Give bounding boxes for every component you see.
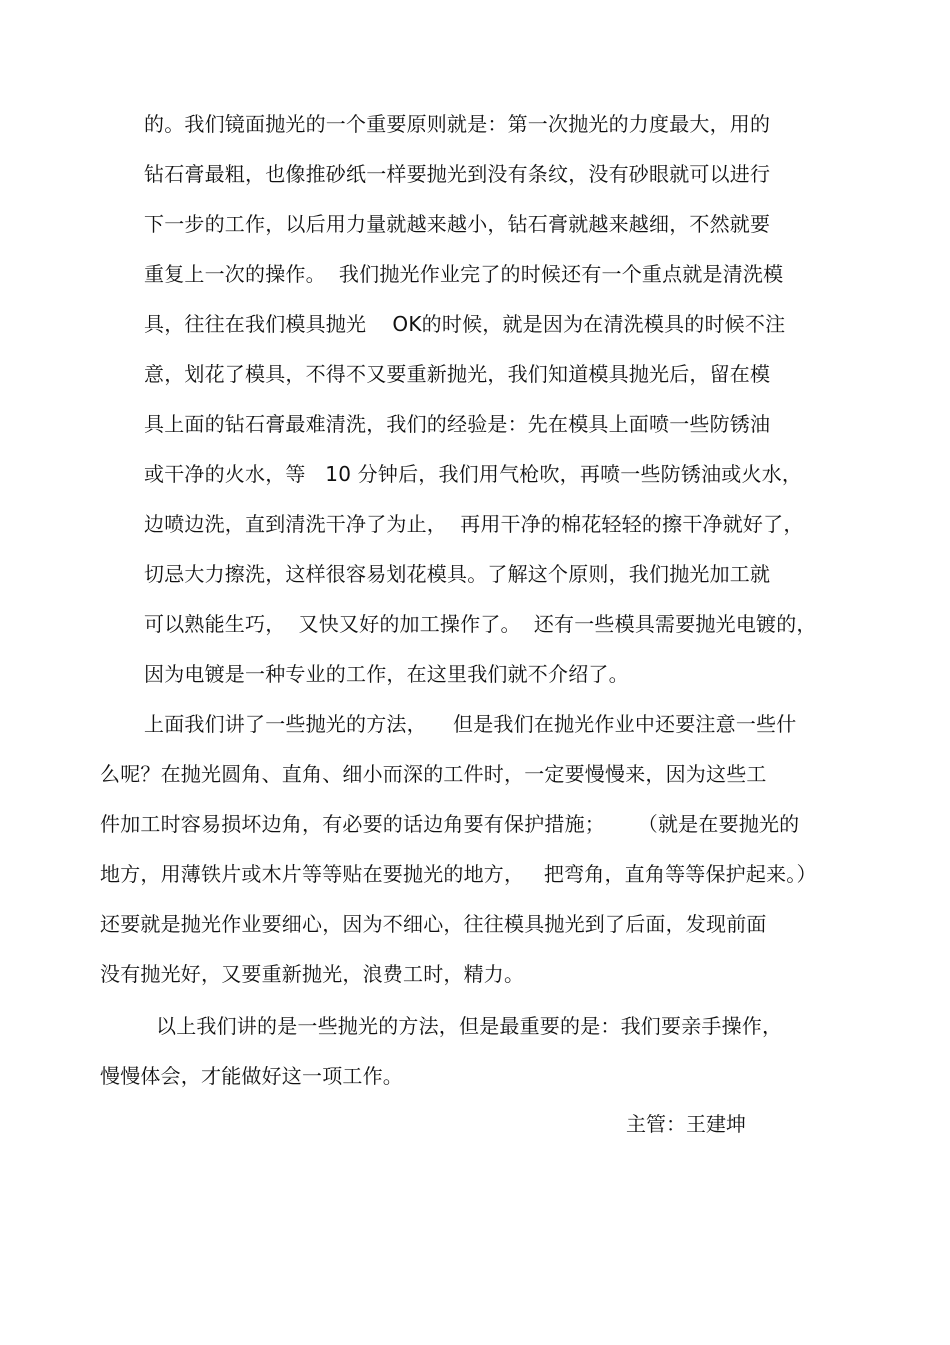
text-line: 上面我们讲了一些抛光的方法， 但是我们在抛光作业中还要注意一些什 [144, 712, 797, 736]
text-line: 么呢？在抛光圆角、直角、细小而深的工件时，一定要慢慢来，因为这些工 [100, 762, 767, 786]
text-line: 边喷边洗，直到清洗干净了为止， 再用干净的棉花轻轻的擦干净就好了， [144, 512, 804, 536]
text-line: 重复上一次的操作。 我们抛光作业完了的时候还有一个重点就是清洗模 [144, 262, 784, 286]
text-line: 的。我们镜面抛光的一个重要原则就是：第一次抛光的力度最大，用的 [144, 112, 771, 136]
text-line: 地方，用薄铁片或木片等等贴在要抛光的地方， 把弯角，直角等等保护起来。） [100, 862, 817, 886]
text-line: 切忌大力擦洗，这样很容易划花模具。了解这个原则，我们抛光加工就 [144, 562, 771, 586]
text-line: 可以熟能生巧， 又快又好的加工操作了。 还有一些模具需要抛光电镀的， [144, 612, 817, 636]
text-line: 或干净的火水，等 10 分钟后，我们用气枪吹，再喷一些防锈油或火水， [144, 462, 803, 486]
text-line: 因为电镀是一种专业的工作，在这里我们就不介绍了。 [144, 662, 629, 686]
text-line: 没有抛光好，又要重新抛光，浪费工时，精力。 [100, 962, 525, 986]
text-line: 具上面的钻石膏最难清洗，我们的经验是：先在模具上面喷一些防锈油 [144, 412, 771, 436]
text-line: 件加工时容易损坏边角，有必要的话边角要有保护措施； （就是在要抛光的 [100, 812, 800, 836]
text-line: 具，往往在我们模具抛光 OK的时候，就是因为在清洗模具的时候不注 [144, 312, 786, 336]
text-line: 还要就是抛光作业要细心，因为不细心，往往模具抛光到了后面，发现前面 [100, 912, 767, 936]
text-line: 下一步的工作，以后用力量就越来越小，钻石膏就越来越细，不然就要 [144, 212, 771, 236]
text-line: 以上我们讲的是一些抛光的方法，但是最重要的是：我们要亲手操作， [156, 1014, 783, 1038]
text-line: 慢慢体会，才能做好这一项工作。 [100, 1064, 403, 1088]
text-line: 意，划花了模具，不得不又要重新抛光，我们知道模具抛光后，留在模 [144, 362, 771, 386]
text-line: 钻石膏最粗，也像推砂纸一样要抛光到没有条纹，没有砂眼就可以进行 [144, 162, 771, 186]
signature: 主管：王建坤 [626, 1112, 746, 1136]
